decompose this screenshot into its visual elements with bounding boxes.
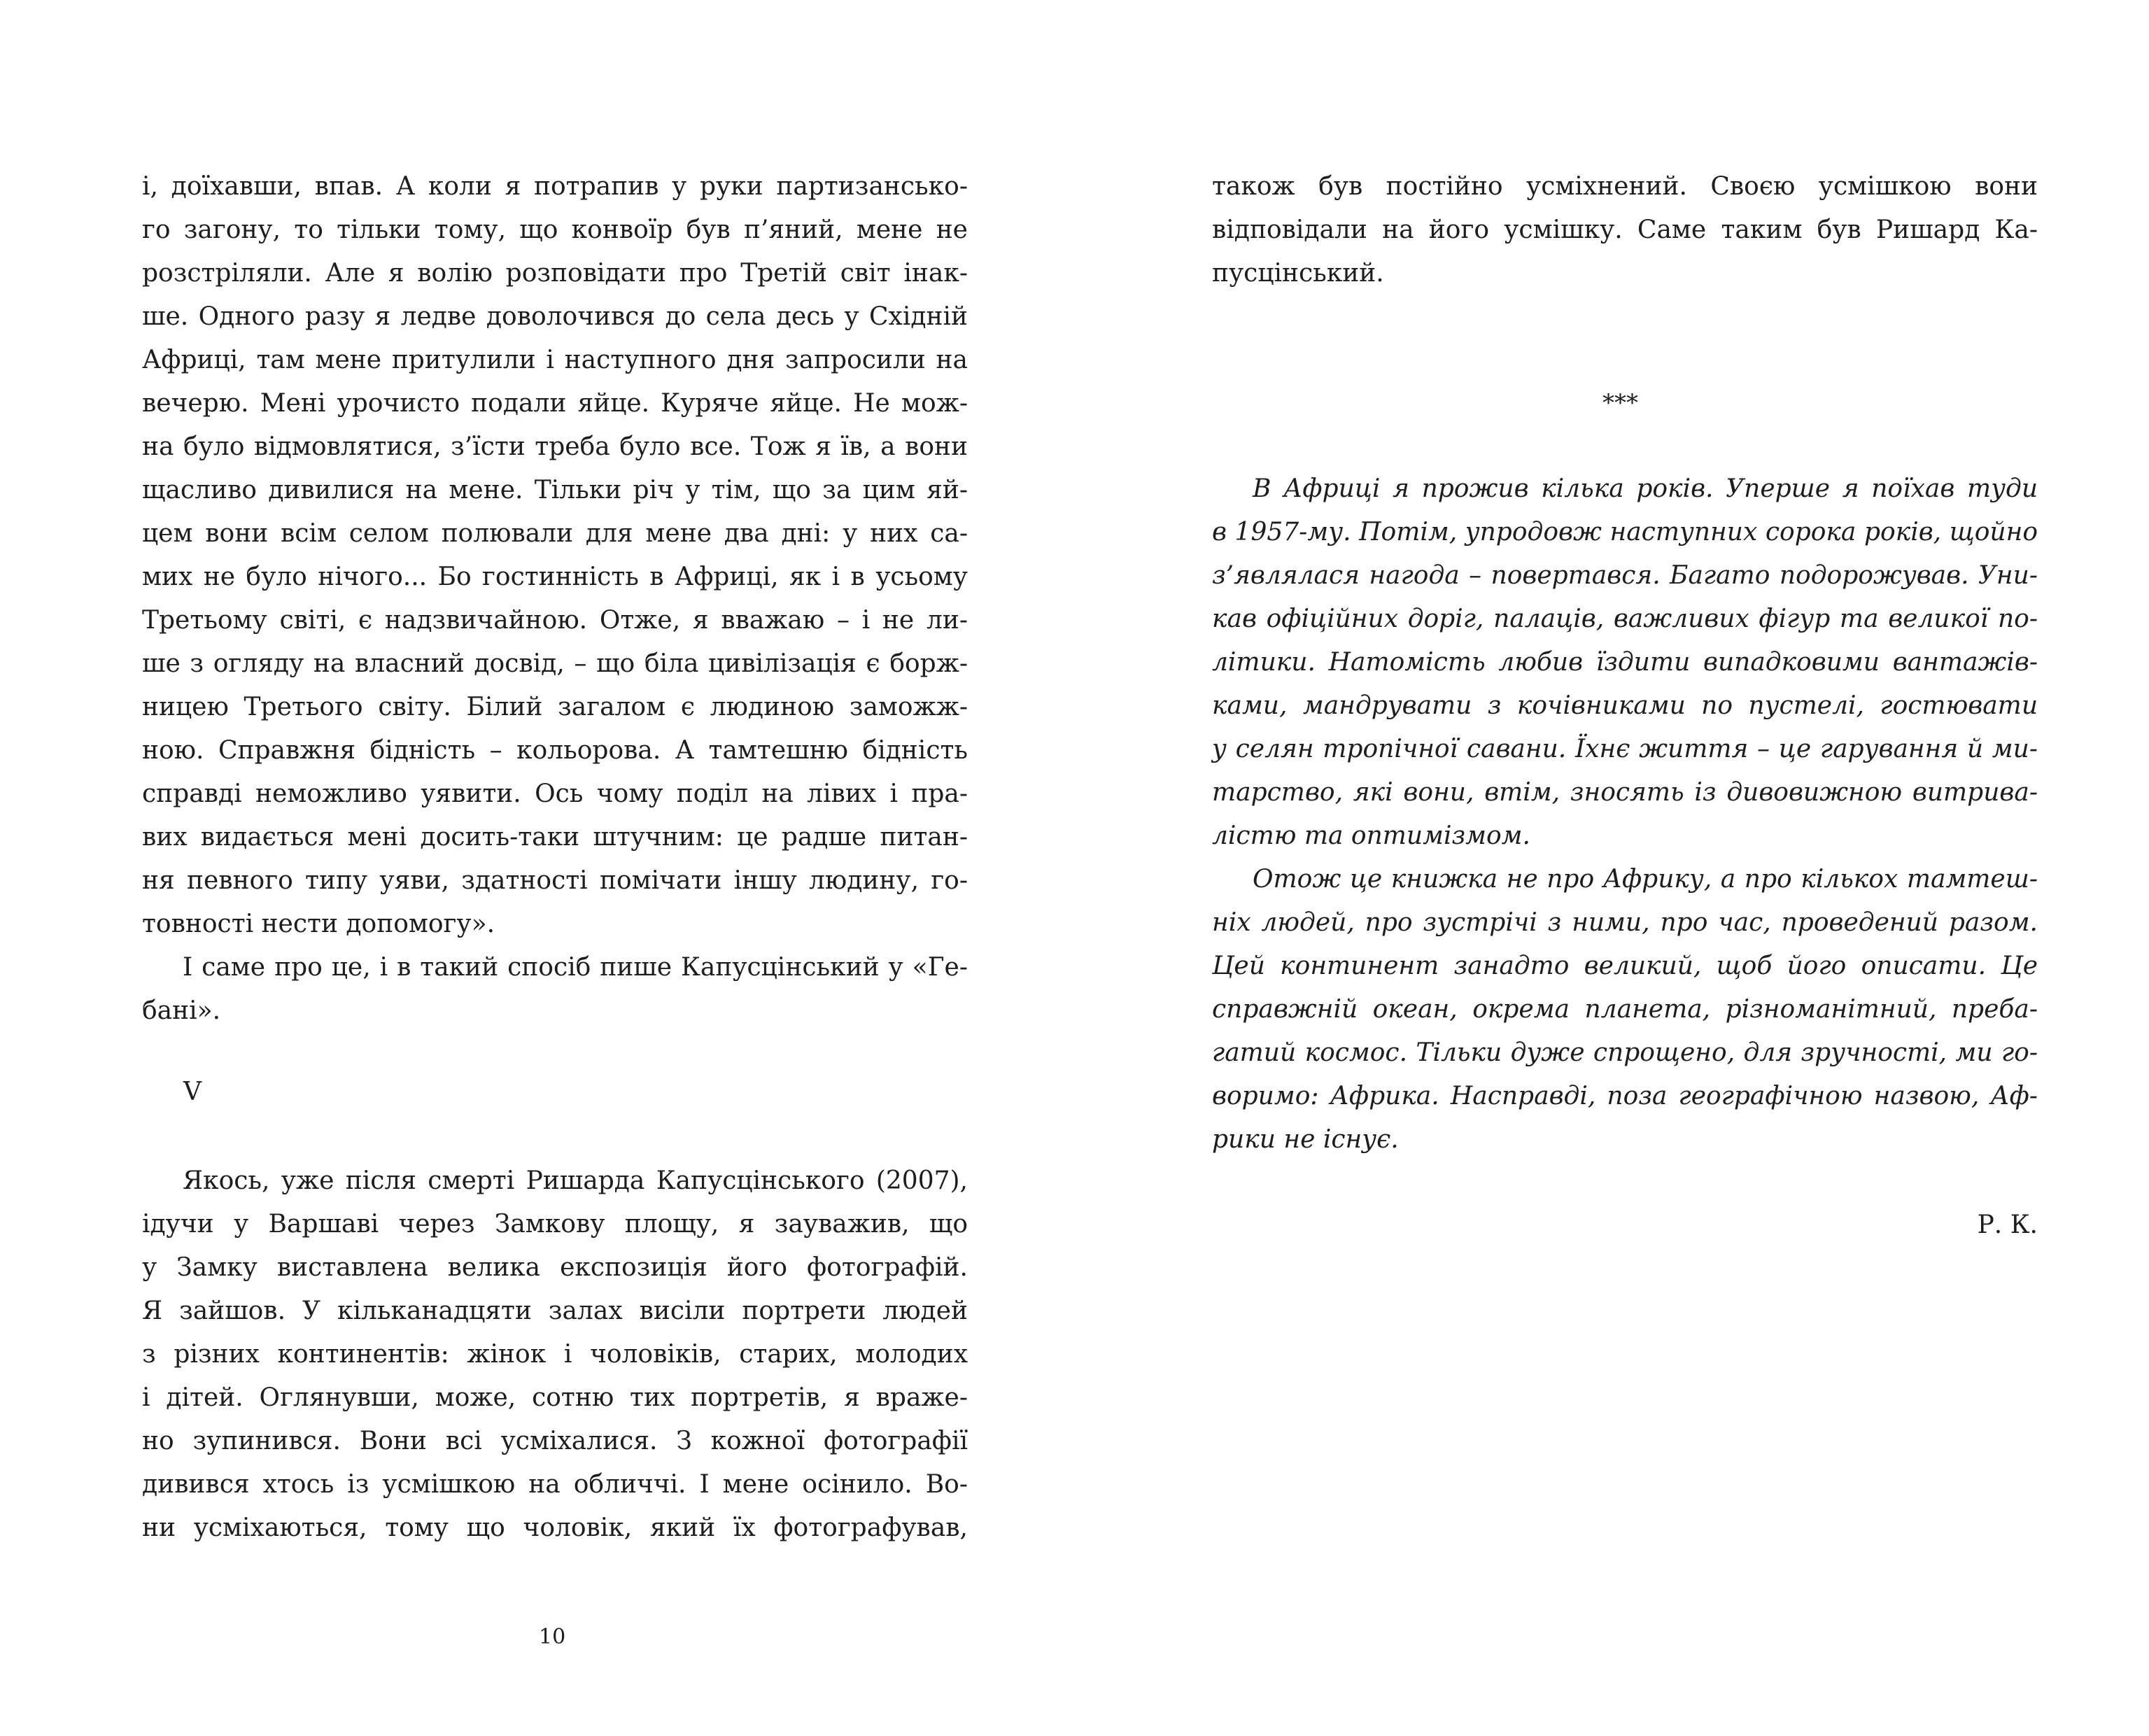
text-line: з’являлася нагода – повертався. Багато подорожував. Уни- xyxy=(1212,561,2038,590)
text-line: в 1957-му. Потім, упродовж наступних сорока років, щойно xyxy=(1212,518,2038,546)
right-page-italic-text xyxy=(1212,467,2038,1162)
text-line: цем вони всім селом полювали для мене два дні: у них са- xyxy=(142,519,968,548)
text-line: також був постійно усміхнений. Своєю усмішкою вони xyxy=(1212,172,2038,201)
text-line: справді неможливо уявити. Ось чому поділ на лівих і пра- xyxy=(142,779,968,808)
text-line: літики. Натомість любив їздити випадковими вантажів- xyxy=(1212,648,2038,677)
section-heading: V xyxy=(183,1078,202,1106)
right-page-paragraph-1 xyxy=(1212,165,2038,295)
text-line: ницею Третього світу. Білий загалом є людиною заможж- xyxy=(142,693,968,721)
text-line: бані». xyxy=(142,996,221,1025)
text-line: тарство, які вони, втім, зносять із дивовижною витрива- xyxy=(1212,778,2038,807)
text-line: справжній океан, окрема планета, різноманітний, преба- xyxy=(1212,995,2038,1024)
text-line: ною. Справжня бідність – кольорова. А тамтешню бідність xyxy=(142,736,968,765)
text-line: І саме про це, і в такий спосіб пише Капусцінський у «Ге- xyxy=(183,953,968,982)
text-line: дивився хтось із усмішкою на обличчі. І мене осінило. Во- xyxy=(142,1470,968,1499)
text-line: у Замку виставлена велика експозиція його фотографій. xyxy=(142,1253,968,1282)
text-line: В Африці я прожив кілька років. Уперше я поїхав туди xyxy=(1253,474,2038,503)
text-line: мих не було нічого... Бо гостинність в Африці, як і в усьому xyxy=(142,563,968,591)
text-line: вих видається мені досить-таки штучним: це радше питан- xyxy=(142,823,968,852)
text-line: ідучи у Варшаві через Замкову площу, я зауважив, що xyxy=(142,1210,968,1239)
text-line: рики не існує. xyxy=(1212,1125,1399,1154)
author-signature: Р. К. xyxy=(1977,1211,2038,1239)
text-line: ками, мандрувати з кочівниками по пустелі, гостювати xyxy=(1212,691,2038,720)
text-line: Третьому світі, є надзвичайною. Отже, я вважаю – і не ли- xyxy=(142,606,968,635)
text-line: гатий космос. Тільки дуже спрощено, для зручності, ми го- xyxy=(1212,1038,2038,1067)
text-line: вечерю. Мені урочисто подали яйце. Куряче яйце. Не мож- xyxy=(142,389,968,418)
text-line: ше. Одного разу я ледве доволочився до села десь у Східній xyxy=(142,302,968,331)
section-separator: *** xyxy=(1602,389,1638,417)
text-line: товності нести допомогу». xyxy=(142,910,495,938)
text-line: розстріляли. Але я волію розповідати про Третій світ інак- xyxy=(142,259,968,288)
text-line: Африці, там мене притулили і наступного дня запросили на xyxy=(142,346,968,374)
text-line: пусцінський. xyxy=(1212,259,1384,288)
text-line: Цей континент занадто великий, щоб його описати. Це xyxy=(1212,952,2038,980)
text-line: ше з огляду на власний досвід, – що біла цивілізація є борж- xyxy=(142,649,968,678)
text-line: Отож це книжка не про Африку, а про кількох тамтеш- xyxy=(1253,865,2038,894)
text-line: но зупинився. Вони всі усміхалися. З кожної фотографії xyxy=(142,1427,968,1455)
text-line: у селян тропічної савани. Їхнє життя – це гарування й ми- xyxy=(1212,735,2038,763)
text-line: воримо: Африка. Насправді, поза географічною назвою, Аф- xyxy=(1212,1082,2038,1110)
left-page-paragraph-1 xyxy=(142,165,968,1033)
text-line: і, доїхавши, впав. А коли я потрапив у руки партизансько- xyxy=(142,172,968,201)
text-line: на було відмовлятися, з’їсти треба було все. Тож я їв, а вони xyxy=(142,432,968,461)
text-line: го загону, то тільки тому, що конвоїр був п’яний, мене не xyxy=(142,216,968,244)
text-line: ни усміхаються, тому що чоловік, який їх фотографував, xyxy=(142,1513,968,1542)
text-line: і дітей. Оглянувши, може, сотню тих портретів, я враже- xyxy=(142,1383,968,1412)
text-line: з різних континентів: жінок і чоловіків, старих, молодих xyxy=(142,1340,968,1369)
text-line: Якось, уже після смерті Ришарда Капусцінського (2007), xyxy=(183,1166,968,1195)
page-number: 10 xyxy=(539,1625,566,1649)
text-line: відповідали на його усмішку. Саме таким був Ришард Ка- xyxy=(1212,216,2038,244)
text-line: щасливо дивилися на мене. Тільки річ у тім, що за цим яй- xyxy=(142,476,968,504)
left-page-paragraph-3 xyxy=(142,1159,968,1550)
text-line: кав офіційних доріг, палаців, важливих фігур та великої по- xyxy=(1212,605,2038,633)
text-line: Я зайшов. У кільканадцяти залах висіли портрети людей xyxy=(142,1297,968,1325)
text-line: ніх людей, про зустрічі з ними, про час, проведений разом. xyxy=(1212,908,2038,937)
text-line: лістю та оптимізмом. xyxy=(1212,821,1530,850)
text-line: ня певного типу уяви, здатності помічати іншу людину, го- xyxy=(142,866,968,895)
